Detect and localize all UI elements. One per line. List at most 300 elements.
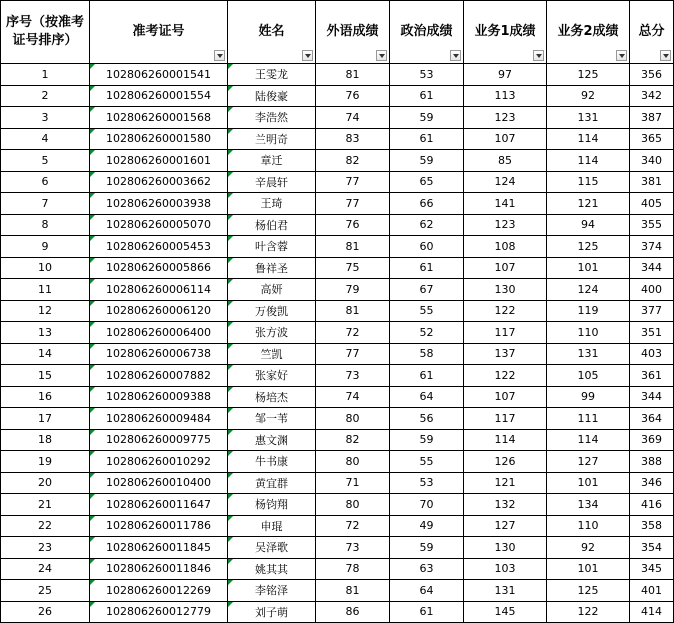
cell-serial[interactable] <box>1 472 90 494</box>
cell-subject1[interactable] <box>464 64 547 86</box>
cell-total[interactable] <box>630 279 674 301</box>
cell-name[interactable] <box>228 107 316 129</box>
cell-subject2[interactable] <box>547 128 630 150</box>
cell-subject2[interactable] <box>547 193 630 215</box>
cell-value: 124 <box>494 175 516 189</box>
cell-serial[interactable] <box>1 236 90 258</box>
cell-politics[interactable] <box>390 300 464 322</box>
cell-politics[interactable] <box>390 85 464 107</box>
cell-value: 81 <box>345 239 360 253</box>
cell-subject1[interactable] <box>464 85 547 107</box>
cell-exam-id[interactable] <box>90 279 228 301</box>
cell-value: 72 <box>345 519 360 533</box>
cell-foreign-language[interactable] <box>316 214 390 236</box>
cell-politics[interactable] <box>390 150 464 172</box>
cell-value: 万俊凯 <box>255 304 288 318</box>
cell-total[interactable] <box>630 515 674 537</box>
cell-name[interactable] <box>228 236 316 258</box>
cell-serial[interactable] <box>1 365 90 387</box>
cell-serial[interactable] <box>1 214 90 236</box>
cell-foreign-language[interactable] <box>316 171 390 193</box>
cell-subject1[interactable] <box>464 494 547 516</box>
cell-name[interactable] <box>228 128 316 150</box>
cell-subject1[interactable] <box>464 365 547 387</box>
cell-name[interactable] <box>228 558 316 580</box>
cell-total[interactable] <box>630 236 674 258</box>
cell-total[interactable] <box>630 537 674 559</box>
cell-name[interactable] <box>228 429 316 451</box>
cell-politics[interactable] <box>390 515 464 537</box>
filter-dropdown-icon[interactable] <box>214 50 225 61</box>
cell-exam-id[interactable] <box>90 558 228 580</box>
cell-politics[interactable] <box>390 343 464 365</box>
cell-exam-id[interactable] <box>90 193 228 215</box>
cell-subject2[interactable] <box>547 214 630 236</box>
cell-subject2[interactable] <box>547 408 630 430</box>
cell-total[interactable] <box>630 300 674 322</box>
cell-serial[interactable] <box>1 343 90 365</box>
cell-foreign-language[interactable] <box>316 365 390 387</box>
cell-subject2[interactable] <box>547 537 630 559</box>
cell-foreign-language[interactable] <box>316 580 390 602</box>
cell-total[interactable] <box>630 64 674 86</box>
cell-serial[interactable] <box>1 193 90 215</box>
green-triangle-icon <box>90 322 95 327</box>
cell-total[interactable] <box>630 365 674 387</box>
cell-value: 10 <box>38 261 52 275</box>
cell-value: 102806260006400 <box>106 325 211 339</box>
cell-exam-id[interactable] <box>90 580 228 602</box>
cell-serial[interactable] <box>1 150 90 172</box>
cell-serial[interactable] <box>1 257 90 279</box>
cell-value: 77 <box>345 347 360 361</box>
cell-value: 111 <box>577 411 599 425</box>
cell-value: 132 <box>494 497 516 511</box>
cell-name[interactable] <box>228 322 316 344</box>
cell-subject1[interactable] <box>464 300 547 322</box>
cell-total[interactable] <box>630 558 674 580</box>
header-subject1 <box>464 1 547 64</box>
cell-exam-id[interactable] <box>90 257 228 279</box>
cell-value: 兰明奇 <box>255 132 288 146</box>
cell-total[interactable] <box>630 193 674 215</box>
cell-value: 102806260011786 <box>106 519 211 533</box>
cell-total[interactable] <box>630 451 674 473</box>
header-name <box>228 1 316 64</box>
cell-serial[interactable] <box>1 494 90 516</box>
cell-value: 361 <box>641 368 662 382</box>
cell-name[interactable] <box>228 343 316 365</box>
cell-exam-id[interactable] <box>90 386 228 408</box>
cell-politics[interactable] <box>390 429 464 451</box>
cell-serial[interactable] <box>1 128 90 150</box>
cell-serial[interactable] <box>1 107 90 129</box>
cell-foreign-language[interactable] <box>316 408 390 430</box>
cell-foreign-language[interactable] <box>316 150 390 172</box>
cell-total[interactable] <box>630 580 674 602</box>
cell-politics[interactable] <box>390 472 464 494</box>
cell-politics[interactable] <box>390 128 464 150</box>
cell-exam-id[interactable] <box>90 408 228 430</box>
cell-subject1[interactable] <box>464 257 547 279</box>
cell-foreign-language[interactable] <box>316 343 390 365</box>
cell-serial[interactable] <box>1 408 90 430</box>
cell-exam-id[interactable] <box>90 214 228 236</box>
cell-serial[interactable] <box>1 322 90 344</box>
cell-value: 13 <box>38 325 52 339</box>
cell-subject2[interactable] <box>547 150 630 172</box>
cell-politics[interactable] <box>390 193 464 215</box>
cell-total[interactable] <box>630 601 674 623</box>
cell-name[interactable] <box>228 193 316 215</box>
cell-value: 102806260001554 <box>106 89 211 103</box>
cell-serial[interactable] <box>1 386 90 408</box>
cell-total[interactable] <box>630 408 674 430</box>
cell-value: 130 <box>494 282 516 296</box>
cell-politics[interactable] <box>390 451 464 473</box>
cell-subject2[interactable] <box>547 257 630 279</box>
cell-value: 竺凯 <box>260 347 283 361</box>
cell-serial[interactable] <box>1 558 90 580</box>
cell-value: 110 <box>577 519 599 533</box>
cell-exam-id[interactable] <box>90 300 228 322</box>
table-row <box>1 171 674 193</box>
cell-subject1[interactable] <box>464 558 547 580</box>
cell-subject1[interactable] <box>464 193 547 215</box>
cell-value: 77 <box>345 196 360 210</box>
cell-name[interactable] <box>228 365 316 387</box>
cell-value: 374 <box>641 239 662 253</box>
cell-subject2[interactable] <box>547 472 630 494</box>
cell-total[interactable] <box>630 386 674 408</box>
cell-politics[interactable] <box>390 322 464 344</box>
cell-value: 59 <box>419 153 434 167</box>
cell-value: 401 <box>641 583 662 597</box>
cell-total[interactable] <box>630 85 674 107</box>
cell-foreign-language[interactable] <box>316 257 390 279</box>
cell-value: 9 <box>41 239 49 253</box>
cell-value: 71 <box>345 476 360 490</box>
table-row <box>1 365 674 387</box>
cell-subject1[interactable] <box>464 537 547 559</box>
cell-name[interactable] <box>228 85 316 107</box>
cell-subject2[interactable] <box>547 107 630 129</box>
cell-politics[interactable] <box>390 171 464 193</box>
filter-dropdown-icon[interactable] <box>660 50 671 61</box>
cell-name[interactable] <box>228 494 316 516</box>
cell-exam-id[interactable] <box>90 429 228 451</box>
filter-dropdown-icon[interactable] <box>450 50 461 61</box>
cell-serial[interactable] <box>1 451 90 473</box>
filter-dropdown-icon[interactable] <box>533 50 544 61</box>
green-triangle-icon <box>228 559 233 564</box>
table-body <box>1 64 674 623</box>
cell-subject1[interactable] <box>464 580 547 602</box>
green-triangle-icon <box>228 387 233 392</box>
cell-foreign-language[interactable] <box>316 558 390 580</box>
cell-foreign-language[interactable] <box>316 236 390 258</box>
cell-name[interactable] <box>228 580 316 602</box>
cell-politics[interactable] <box>390 257 464 279</box>
cell-value: 64 <box>419 583 434 597</box>
cell-name[interactable] <box>228 214 316 236</box>
cell-subject1[interactable] <box>464 279 547 301</box>
filter-dropdown-icon[interactable] <box>616 50 627 61</box>
cell-value: 75 <box>345 261 360 275</box>
cell-subject1[interactable] <box>464 386 547 408</box>
cell-subject2[interactable] <box>547 236 630 258</box>
cell-value: 102806260001580 <box>106 132 211 146</box>
cell-exam-id[interactable] <box>90 150 228 172</box>
cell-value: 102806260011846 <box>106 562 211 576</box>
cell-subject2[interactable] <box>547 580 630 602</box>
cell-subject2[interactable] <box>547 558 630 580</box>
cell-foreign-language[interactable] <box>316 472 390 494</box>
table-row <box>1 322 674 344</box>
green-triangle-icon <box>90 129 95 134</box>
cell-serial[interactable] <box>1 279 90 301</box>
cell-subject2[interactable] <box>547 64 630 86</box>
cell-foreign-language[interactable] <box>316 193 390 215</box>
cell-foreign-language[interactable] <box>316 322 390 344</box>
header-label: 姓名 <box>258 24 285 39</box>
cell-exam-id[interactable] <box>90 85 228 107</box>
cell-foreign-language[interactable] <box>316 107 390 129</box>
cell-name[interactable] <box>228 150 316 172</box>
table-row <box>1 236 674 258</box>
filter-dropdown-icon[interactable] <box>302 50 313 61</box>
cell-value: 2 <box>41 89 49 103</box>
cell-name[interactable] <box>228 408 316 430</box>
cell-value: 387 <box>641 110 662 124</box>
filter-dropdown-icon[interactable] <box>376 50 387 61</box>
cell-exam-id[interactable] <box>90 343 228 365</box>
cell-subject1[interactable] <box>464 472 547 494</box>
cell-value: 102806260007882 <box>106 368 211 382</box>
cell-serial[interactable] <box>1 515 90 537</box>
table-row <box>1 214 674 236</box>
cell-subject2[interactable] <box>547 601 630 623</box>
cell-name[interactable] <box>228 171 316 193</box>
cell-name[interactable] <box>228 64 316 86</box>
cell-foreign-language[interactable] <box>316 386 390 408</box>
cell-name[interactable] <box>228 537 316 559</box>
cell-name[interactable] <box>228 257 316 279</box>
cell-value: 55 <box>419 454 434 468</box>
cell-exam-id[interactable] <box>90 451 228 473</box>
cell-total[interactable] <box>630 494 674 516</box>
cell-politics[interactable] <box>390 365 464 387</box>
cell-value: 61 <box>419 261 434 275</box>
cell-serial[interactable] <box>1 601 90 623</box>
cell-subject1[interactable] <box>464 515 547 537</box>
cell-subject1[interactable] <box>464 601 547 623</box>
header-label: 准考证号 <box>132 24 185 39</box>
cell-total[interactable] <box>630 257 674 279</box>
cell-subject2[interactable] <box>547 171 630 193</box>
cell-name[interactable] <box>228 601 316 623</box>
cell-total[interactable] <box>630 343 674 365</box>
cell-foreign-language[interactable] <box>316 279 390 301</box>
cell-value: 26 <box>38 605 52 619</box>
cell-subject1[interactable] <box>464 107 547 129</box>
cell-politics[interactable] <box>390 558 464 580</box>
cell-value: 354 <box>641 540 662 554</box>
cell-foreign-language[interactable] <box>316 64 390 86</box>
cell-subject1[interactable] <box>464 128 547 150</box>
cell-exam-id[interactable] <box>90 128 228 150</box>
cell-name[interactable] <box>228 386 316 408</box>
cell-total[interactable] <box>630 429 674 451</box>
cell-serial[interactable] <box>1 85 90 107</box>
cell-value: 辛晨轩 <box>255 175 288 189</box>
cell-total[interactable] <box>630 171 674 193</box>
cell-subject2[interactable] <box>547 85 630 107</box>
cell-value: 62 <box>419 218 434 232</box>
cell-subject2[interactable] <box>547 515 630 537</box>
cell-foreign-language[interactable] <box>316 85 390 107</box>
cell-value: 杨伯君 <box>255 218 288 232</box>
cell-politics[interactable] <box>390 386 464 408</box>
cell-politics[interactable] <box>390 64 464 86</box>
cell-foreign-language[interactable] <box>316 128 390 150</box>
cell-foreign-language[interactable] <box>316 537 390 559</box>
cell-value: 102806260001568 <box>106 110 211 124</box>
cell-subject1[interactable] <box>464 150 547 172</box>
header-serial <box>1 1 90 64</box>
cell-total[interactable] <box>630 107 674 129</box>
cell-subject1[interactable] <box>464 171 547 193</box>
cell-exam-id[interactable] <box>90 107 228 129</box>
cell-exam-id[interactable] <box>90 537 228 559</box>
cell-subject2[interactable] <box>547 494 630 516</box>
cell-politics[interactable] <box>390 580 464 602</box>
cell-politics[interactable] <box>390 494 464 516</box>
cell-value: 22 <box>38 519 52 533</box>
table-row <box>1 257 674 279</box>
cell-serial[interactable] <box>1 429 90 451</box>
cell-subject2[interactable] <box>547 322 630 344</box>
cell-serial[interactable] <box>1 300 90 322</box>
cell-politics[interactable] <box>390 214 464 236</box>
cell-value: 102806260010292 <box>106 454 211 468</box>
cell-value: 122 <box>577 605 599 619</box>
cell-name[interactable] <box>228 279 316 301</box>
cell-politics[interactable] <box>390 537 464 559</box>
cell-value: 107 <box>494 261 516 275</box>
cell-name[interactable] <box>228 451 316 473</box>
cell-value: 381 <box>641 175 662 189</box>
table-row <box>1 429 674 451</box>
cell-subject1[interactable] <box>464 236 547 258</box>
cell-value: 59 <box>419 433 434 447</box>
cell-value: 15 <box>38 368 52 382</box>
cell-subject1[interactable] <box>464 429 547 451</box>
green-triangle-icon <box>228 236 233 241</box>
cell-value: 400 <box>641 282 662 296</box>
cell-total[interactable] <box>630 128 674 150</box>
cell-serial[interactable] <box>1 580 90 602</box>
cell-subject1[interactable] <box>464 451 547 473</box>
cell-subject2[interactable] <box>547 386 630 408</box>
cell-total[interactable] <box>630 322 674 344</box>
cell-politics[interactable] <box>390 236 464 258</box>
cell-value: 102806260005866 <box>106 261 211 275</box>
cell-value: 121 <box>494 476 516 490</box>
cell-value: 110 <box>577 325 599 339</box>
table-row <box>1 85 674 107</box>
cell-exam-id[interactable] <box>90 171 228 193</box>
cell-value: 131 <box>577 347 599 361</box>
cell-subject2[interactable] <box>547 343 630 365</box>
cell-exam-id[interactable] <box>90 365 228 387</box>
cell-subject1[interactable] <box>464 322 547 344</box>
cell-subject2[interactable] <box>547 451 630 473</box>
cell-politics[interactable] <box>390 279 464 301</box>
cell-subject2[interactable] <box>547 279 630 301</box>
cell-foreign-language[interactable] <box>316 451 390 473</box>
cell-exam-id[interactable] <box>90 64 228 86</box>
cell-value: 81 <box>345 304 360 318</box>
cell-value: 130 <box>494 540 516 554</box>
cell-politics[interactable] <box>390 107 464 129</box>
cell-subject2[interactable] <box>547 300 630 322</box>
cell-value: 108 <box>494 239 516 253</box>
green-triangle-icon <box>228 344 233 349</box>
cell-value: 141 <box>494 196 516 210</box>
cell-value: 67 <box>419 282 434 296</box>
cell-exam-id[interactable] <box>90 472 228 494</box>
green-triangle-icon <box>228 64 233 69</box>
cell-foreign-language[interactable] <box>316 300 390 322</box>
cell-serial[interactable] <box>1 537 90 559</box>
cell-subject1[interactable] <box>464 408 547 430</box>
cell-foreign-language[interactable] <box>316 429 390 451</box>
cell-total[interactable] <box>630 214 674 236</box>
cell-exam-id[interactable] <box>90 515 228 537</box>
cell-foreign-language[interactable] <box>316 601 390 623</box>
cell-exam-id[interactable] <box>90 494 228 516</box>
cell-value: 405 <box>641 196 662 210</box>
cell-serial[interactable] <box>1 64 90 86</box>
cell-value: 101 <box>577 562 599 576</box>
cell-exam-id[interactable] <box>90 322 228 344</box>
cell-foreign-language[interactable] <box>316 494 390 516</box>
cell-subject1[interactable] <box>464 343 547 365</box>
cell-value: 56 <box>419 411 434 425</box>
cell-value: 60 <box>419 239 434 253</box>
cell-foreign-language[interactable] <box>316 515 390 537</box>
cell-politics[interactable] <box>390 408 464 430</box>
green-triangle-icon <box>90 537 95 542</box>
cell-subject1[interactable] <box>464 214 547 236</box>
cell-name[interactable] <box>228 515 316 537</box>
cell-name[interactable] <box>228 300 316 322</box>
green-triangle-icon <box>90 559 95 564</box>
cell-total[interactable] <box>630 150 674 172</box>
cell-exam-id[interactable] <box>90 236 228 258</box>
cell-total[interactable] <box>630 472 674 494</box>
cell-value: 18 <box>38 433 52 447</box>
cell-subject2[interactable] <box>547 365 630 387</box>
green-triangle-icon <box>228 107 233 112</box>
cell-exam-id[interactable] <box>90 601 228 623</box>
table-row <box>1 558 674 580</box>
cell-subject2[interactable] <box>547 429 630 451</box>
cell-serial[interactable] <box>1 171 90 193</box>
cell-name[interactable] <box>228 472 316 494</box>
cell-politics[interactable] <box>390 601 464 623</box>
